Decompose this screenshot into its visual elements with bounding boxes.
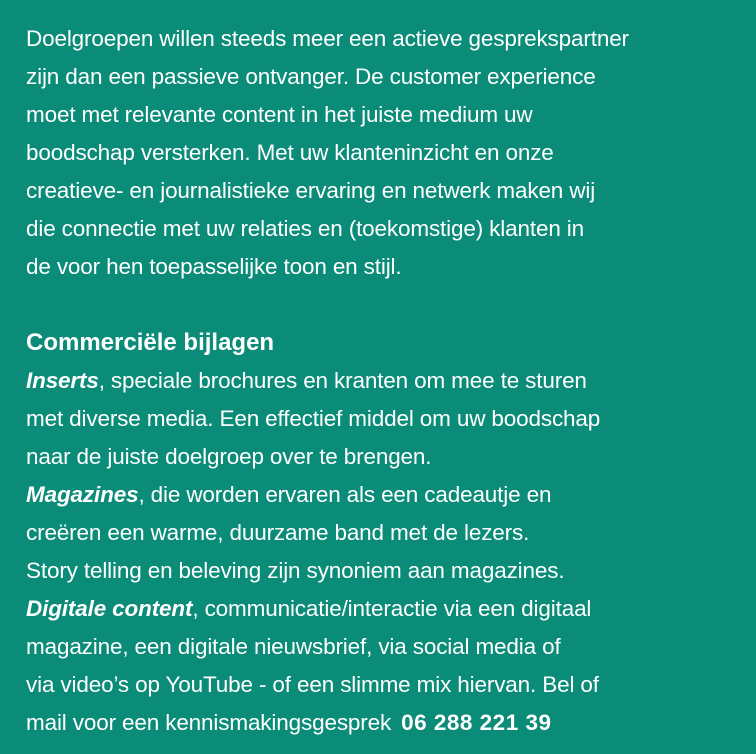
intro-line-2: zijn dan een passieve ontvanger. De customer experience [26, 64, 596, 89]
inserts-line-1 [26, 362, 730, 400]
inserts-term: Inserts [26, 368, 99, 393]
phone-number: 06 288 221 39 [401, 710, 552, 735]
digital-term: Digitale content [26, 596, 193, 621]
digital-text-4: mail voor een kennismakingsgesprek [26, 710, 392, 735]
intro-line-3: moet met relevante content in het juiste medium uw [26, 102, 533, 127]
magazines-text-1: , die worden ervaren als een cadeautje en [138, 482, 552, 507]
digital-line-4 [26, 704, 730, 742]
inserts-text-1: , speciale brochures en kranten om mee te sturen [98, 368, 587, 393]
magazines-line-2: creëren een warme, duurzame band met de lezers. [26, 520, 530, 545]
intro-line-1: Doelgroepen willen steeds meer een actieve gesprekspartner [26, 26, 629, 51]
magazines-line-3: Story telling en beleving zijn synoniem aan magazines. [26, 558, 565, 583]
intro-line-4: boodschap versterken. Met uw klanteninzicht en onze [26, 140, 554, 165]
inserts-line-2: met diverse media. Een effectief middel om uw boodschap [26, 406, 601, 431]
digital-line-1 [26, 590, 730, 628]
commercial-section [26, 324, 730, 742]
inserts-line-3: naar de juiste doelgroep over te brengen. [26, 444, 432, 469]
intro-line-6: die connectie met uw relaties en (toekomstige) klanten in [26, 216, 584, 241]
digital-line-2: magazine, een digitale nieuwsbrief, via social media of [26, 634, 561, 659]
intro-line-5: creatieve- en journalistieke ervaring en netwerk maken wij [26, 178, 596, 203]
section-heading: Commerciële bijlagen [26, 329, 275, 356]
intro-paragraph [26, 20, 730, 286]
magazines-term: Magazines [26, 482, 139, 507]
intro-line-7: de voor hen toepasselijke toon en stijl. [26, 254, 402, 279]
digital-line-3: via video’s op YouTube - of een slimme mix hiervan. Bel of [26, 672, 599, 697]
magazines-line-1 [26, 476, 730, 514]
paragraph-spacer [26, 286, 730, 324]
digital-text-1: , communicatie/interactie via een digitaal [192, 596, 592, 621]
